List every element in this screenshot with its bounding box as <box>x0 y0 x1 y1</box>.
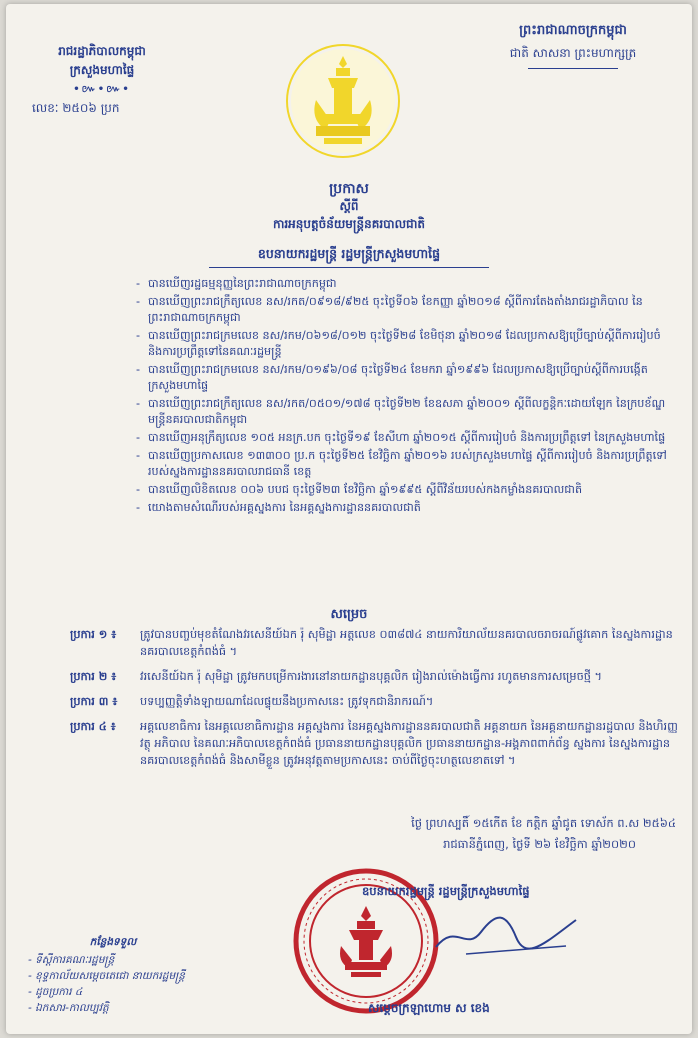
recipients-heading: កន្លែងទទួល <box>89 936 137 948</box>
document-number: លេខៈ ២៥០៦ ប្រក <box>32 101 120 115</box>
article-4 <box>70 718 678 769</box>
recipient-item: - ឯកសារ-កាលប្បវត្តិ <box>28 1002 109 1014</box>
signer-title: ឧបនាយករដ្ឋមន្ត្រី រដ្ឋមន្ត្រីក្រសួងមហាផ្ទៃ <box>362 884 530 898</box>
kingdom-header <box>478 20 668 69</box>
citation-item: - បានឃើញរដ្ឋធម្មនុញ្ញនៃព្រះរាជាណាចក្រកម្ពុជា <box>136 276 674 292</box>
issuer-underline <box>209 267 489 268</box>
ministry-name: ក្រសួងមហាផ្ទៃ <box>69 63 135 77</box>
article-text: អគ្គលេខាធិការ នៃអគ្គលេខាធិការដ្ឋាន អគ្គស្នងការ នៃអគ្គស្នងការដ្ឋាននគរបាលជាតិ អគ្គនាយក នៃអគ្គនាយកដ្ឋានរដ្ឋបាល និងហិរញ្ញវត្ថុ អភិបាល នៃគណៈអភិបាលខេត្តកំពង់ធំ ប្រធាននាយកដ្ឋានបុគ្គលិក ប្រធាននាយកដ្ឋាន-អង្គភាពពាក់ព័ន្ធ ស្នងការ នៃស្នងការដ្ឋាននគរបាលខេត្តកំពង់ធំ និងសាមីខ្លួន ត្រូវអនុវត្តតាមប្រកាសនេះ ចាប់ពីថ្ងៃចុះហត្ថលេខាតទៅ ។ <box>140 720 678 767</box>
citation-item: - បានឃើញអនុក្រឹត្យលេខ ១០៥ អនក្រ.បក ចុះថ្ងៃទី១៩ ខែសីហា ឆ្នាំ២០១៥ ស្តីពីការរៀបចំ និងការប្រព្រឹត្តទៅ នៃក្រសួងមហាផ្ទៃ <box>136 430 674 446</box>
signer-name: សម្តេចក្រឡាហោម ស ខេង <box>368 1001 490 1015</box>
article-label: ប្រការ ៤ ៖ <box>70 720 116 733</box>
citation-item: - យោងតាមសំណើរបស់អគ្គស្នងការ នៃអគ្គស្នងការដ្ឋាននគរបាលជាតិ <box>136 500 674 516</box>
kingdom-name: ព្រះរាជាណាចក្រកម្ពុជា <box>519 23 627 38</box>
recipient-item: - ទីស្តីការគណៈរដ្ឋមន្ត្រី <box>28 954 115 966</box>
article-label: ប្រការ ២ ៖ <box>70 670 117 683</box>
issuing-authority <box>22 42 182 118</box>
citation-item: - បានឃើញព្រះរាជក្រឹត្យលេខ នស/រកត/០៥០១/១៧៨ ចុះថ្ងៃទី២២ ខែឧសភា ឆ្នាំ២០០១ ស្តីពីលក្ខន្តិកៈដោយឡែក នៃក្របខ័ណ្ឌមន្ត្រីនគរបាលជាតិកម្ពុជា <box>136 396 674 428</box>
article-2 <box>70 668 678 685</box>
citations-list <box>136 276 674 518</box>
header-divider <box>528 68 618 69</box>
article-1 <box>70 626 678 660</box>
article-label: ប្រការ ១ ៖ <box>70 628 117 641</box>
article-text: ត្រូវបានបញ្ចប់មុខតំណែងវរសេនីយ៍ឯក រ៉ុ សុមិដ្ឋា អត្តលេខ ០៣៨៧៤ នាយការិយាល័យនគរបាលចរាចរណ៍ផ្លូវគោក នៃស្នងការដ្ឋាននគរបាលខេត្តកំពង់ធំ ។ <box>140 628 673 658</box>
document-page <box>6 4 692 1034</box>
citation-item: - បានឃើញព្រះរាជក្រមលេខ នស/រកម/០៦១៨/០១២ ចុះថ្ងៃទី២៨ ខែមិថុនា ឆ្នាំ២០១៨ ដែលប្រកាសឱ្យប្រើច្បាប់ស្តីពីការរៀបចំ និងការប្រព្រឹត្តទៅនៃគណៈរដ្ឋមន្ត្រី <box>136 328 674 360</box>
recipients-block <box>28 934 268 1016</box>
decision-heading: សម្រេច <box>330 607 368 622</box>
document-type: ប្រកាស <box>329 181 369 197</box>
lunar-date: ថ្ងៃ ព្រហស្បតិ៍ ១៥កើត ខែ កត្តិក ឆ្នាំជូត ទោស័ក ព.ស ២៥៦៤ <box>411 816 676 830</box>
article-text: បទប្បញ្ញត្តិទាំងឡាយណាដែលផ្ទុយនឹងប្រកាសនេះ ត្រូវទុកជានិរាករណ៍។ <box>140 695 434 708</box>
title-about: ស្តីពី <box>339 199 359 213</box>
citation-item: - បានឃើញព្រះរាជក្រមលេខ នស/រកម/០១៩៦/០៨ ចុះថ្ងៃទី២៤ ខែមករា ឆ្នាំ១៩៩៦ ដែលប្រកាសឱ្យប្រើច្បាប់ស្តីពីការបង្កើតក្រសួងមហាផ្ទៃ <box>136 362 674 394</box>
citation-item: - បានឃើញលិខិតលេខ ០០៦ បបជ ចុះថ្ងៃទី២៣ ខែវិច្ឆិកា ឆ្នាំ១៩៩៥ ស្តីពីវិន័យរបស់កងកម្លាំងនគរបាលជាតិ <box>136 482 674 498</box>
national-motto: ជាតិ សាសនា ព្រះមហាក្សត្រ <box>509 46 637 60</box>
issuer-title: ឧបនាយករដ្ឋមន្ត្រី រដ្ឋមន្ត្រីក្រសួងមហាផ្ទៃ <box>257 246 441 261</box>
article-text: វរសេនីយ៍ឯក រ៉ុ សុមិដ្ឋា ត្រូវមកបម្រើការងារនៅនាយកដ្ឋានបុគ្គលិក រៀងរាល់ម៉ោងធ្វើការ រហូតមានការសម្រេចថ្មី ។ <box>140 670 602 683</box>
royal-emblem-icon <box>284 42 402 160</box>
issuer-heading <box>6 246 692 268</box>
document-subject: ការអនុបត្តចំន័យមន្ត្រីនគរបាលជាតិ <box>272 217 426 231</box>
article-label: ប្រការ ៣ ៖ <box>70 695 118 708</box>
government-name: រាជរដ្ឋាភិបាលកម្ពុជា <box>58 44 146 58</box>
recipient-item: - ខុទ្ទកាល័យសម្តេចតេជោ នាយករដ្ឋមន្ត្រី <box>28 970 185 982</box>
citation-item: - បានឃើញព្រះរាជក្រឹត្យលេខ នស/រកត/០៩១៨/៩២៥ ចុះថ្ងៃទី០៦ ខែកញ្ញា ឆ្នាំ២០១៨ ស្តីពីការតែងតាំងរាជរដ្ឋាភិបាល នៃព្រះរាជាណាចក្រកម្ពុជា <box>136 294 674 326</box>
article-3 <box>70 693 678 710</box>
header-ornament: •៚•៚• <box>73 84 131 95</box>
solar-date: រាជធានីភ្នំពេញ, ថ្ងៃទី ២៦ ខែវិច្ឆិកា ឆ្នាំ២០២០ <box>443 837 636 851</box>
handwritten-signature <box>426 902 586 962</box>
recipient-item: - ដូចប្រការ ៤ <box>28 986 83 998</box>
articles-list <box>70 626 678 777</box>
citation-item: - បានឃើញប្រកាសលេខ ១៣៣០០ ប្រ.ក ចុះថ្ងៃទី២៥ ខែវិច្ឆិកា ឆ្នាំ២០១៦ របស់ក្រសួងមហាផ្ទៃ ស្តីពីការរៀបចំ និងការប្រព្រឹត្តទៅរបស់ស្នងការដ្ឋាននគរបាលរាជធានី ខេត្ត <box>136 448 674 480</box>
